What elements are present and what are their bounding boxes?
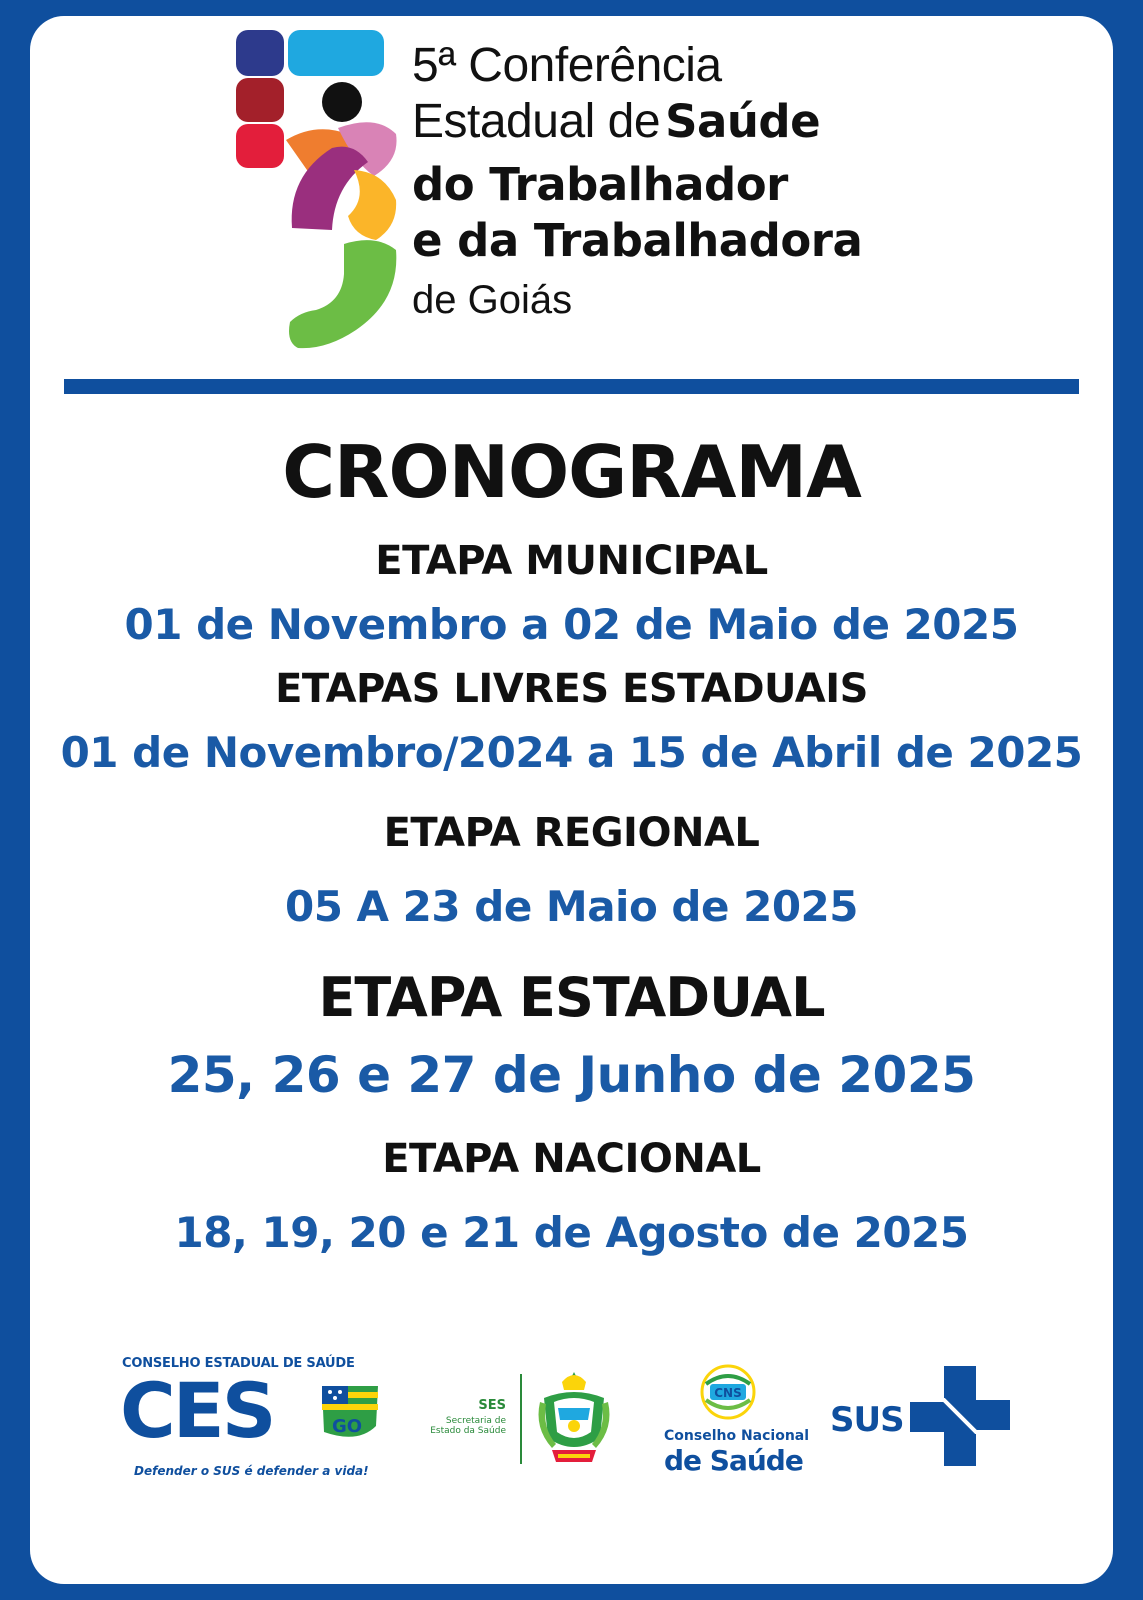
logo-line-3: do Trabalhador [412, 158, 788, 211]
ces-top-text: CONSELHO ESTADUAL DE SAÚDE [122, 1356, 355, 1371]
ses-subtitle: Secretaria de Estado da Saúde [430, 1416, 506, 1437]
cns-globe-icon [698, 1362, 758, 1422]
poster-card [30, 16, 1113, 1584]
logo-line-2-light: Estadual de [412, 95, 661, 148]
goias-crest-icon [534, 1368, 614, 1468]
stage-label-municipal: ETAPA MUNICIPAL [375, 538, 768, 584]
cns-badge-text: CNS [714, 1386, 742, 1400]
stage-date-municipal: 01 de Novembro a 02 de Maio de 2025 [124, 600, 1019, 649]
sus-logo [830, 1366, 1010, 1466]
ses-separator [520, 1374, 522, 1464]
footer-logos [30, 1346, 1113, 1526]
stage-label-nacional: ETAPA NACIONAL [382, 1136, 761, 1182]
sus-cross-icon [910, 1366, 1010, 1466]
ces-slogan: Defender o SUS é defender a vida! [134, 1464, 369, 1478]
schedule-title: CRONOGRAMA [282, 430, 861, 514]
stage-date-nacional: 18, 19, 20 e 21 de Agosto de 2025 [174, 1208, 969, 1257]
ces-go-text: GO [332, 1416, 363, 1437]
conference-logo-mark [236, 30, 406, 370]
header-divider [64, 379, 1079, 394]
logo-line-1: 5ª Conferência [412, 39, 722, 92]
stage-label-estadual: ETAPA ESTADUAL [318, 966, 825, 1029]
cns-logo [658, 1362, 808, 1492]
sus-text: SUS [830, 1400, 904, 1440]
cns-line-1: Conselho Nacional [664, 1428, 810, 1444]
logo-line-2-bold: Saúde [665, 95, 821, 148]
logo-line-2 [412, 95, 821, 148]
ces-big-text: CES [120, 1366, 274, 1455]
stage-label-regional: ETAPA REGIONAL [383, 810, 760, 856]
logo-line-5: de Goiás [412, 278, 573, 322]
cns-line-2: de Saúde [664, 1444, 803, 1477]
stage-date-livres: 01 de Novembro/2024 a 15 de Abril de 2025 [60, 728, 1083, 777]
logo-line-4: e da Trabalhadora [412, 214, 863, 267]
ses-logo [422, 1368, 622, 1488]
stage-date-regional: 05 A 23 de Maio de 2025 [284, 882, 858, 931]
ces-logo [120, 1346, 380, 1496]
stage-label-livres: ETAPAS LIVRES ESTADUAIS [275, 666, 868, 712]
ces-go-flag-icon [318, 1382, 382, 1446]
stage-date-estadual: 25, 26 e 27 de Junho de 2025 [167, 1046, 976, 1104]
ses-title: SES [478, 1398, 506, 1413]
